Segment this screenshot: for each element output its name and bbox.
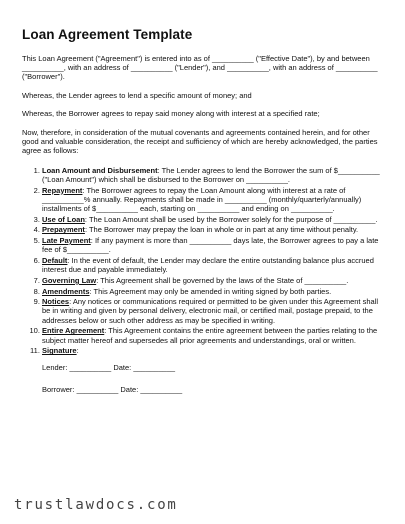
clause-text: : Any notices or communications required or permitted to be given under this Agreement shall be in writing and given by personal delivery, electronic mail, or certified mail, postage prepaid, to the addresses below or such other address as may be specified in writing. [42, 297, 379, 325]
borrower-signature-line: Borrower: __________ Date: __________ [42, 384, 183, 394]
clause-item [42, 287, 383, 296]
clause-item [42, 186, 383, 214]
document-title: Loan Agreement Template [22, 27, 193, 42]
clause-text: : The Borrower may prepay the loan in whole or in part at any time without penalty. [84, 225, 359, 235]
clause-heading: Late Payment [42, 236, 91, 246]
clause-heading: Default [42, 255, 68, 265]
whereas-borrower-paragraph: Whereas, the Borrower agrees to repay said money along with interest at a specified rate; [22, 108, 320, 118]
site-watermark: trustlawdocs.com [14, 497, 178, 513]
clause-item [42, 215, 383, 224]
clause-text: : In the event of default, the Lender may declare the entire outstanding balance plus accrued interest due and payable immediately. [42, 255, 374, 275]
signature-block [42, 363, 383, 393]
clause-item [42, 225, 383, 234]
clause-text: : [76, 346, 79, 356]
clause-heading: Use of Loan [42, 214, 85, 224]
clause-heading: Prepayment [42, 225, 85, 235]
clause-text: : The Borrower agrees to repay the Loan Amount along with interest at a rate of __________% annually. Repayments shall be made in __________ (monthly/quarterly/annually) installments of $__________ each, starting on __________ and ending on __________. [42, 185, 362, 213]
clause-text: : If any payment is more than __________ days late, the Borrower agrees to pay a late fee of $__________. [42, 236, 379, 255]
clause-text: : The Loan Amount shall be used by the Borrower solely for the purpose of __________. [84, 214, 378, 224]
clause-item [42, 276, 383, 285]
clause-list [22, 166, 383, 356]
clause-heading: Signature [42, 346, 77, 356]
clause-heading: Repayment [42, 185, 83, 195]
clause-item [42, 346, 383, 355]
whereas-lender-paragraph: Whereas, the Lender agrees to lend a specific amount of money; and [22, 90, 252, 100]
clause-text: : The Lender agrees to lend the Borrower the sum of $__________ ("Loan Amount") which shall be disbursed to the Borrower on __________. [42, 165, 380, 184]
lender-signature-line: Lender: __________ Date: __________ [42, 363, 176, 373]
clause-heading: Governing Law [42, 275, 97, 285]
clause-item [42, 326, 383, 344]
now-therefore-paragraph: Now, therefore, in consideration of the mutual covenants and agreements contained herein, and for other good and valuable consideration, the receipt and sufficiency of which are hereby acknowledged, the parties agree as follows: [22, 128, 378, 156]
clause-text: : This Agreement contains the entire agreement between the parties relating to the subject matter hereof and supersedes all prior agreements and understandings, oral or written. [42, 326, 378, 345]
clause-item [42, 297, 383, 325]
clause-item [42, 166, 383, 184]
clause-heading: Loan Amount and Disbursement [42, 165, 158, 175]
intro-paragraph: This Loan Agreement ("Agreement") is entered into as of __________ ("Effective Date"), by and between __________, with an address of __________ ("Lender"), and __________, with an address of __________ ("Borrower"). [22, 54, 378, 82]
clause-heading: Amendments [42, 286, 90, 296]
clause-text: : This Agreement shall be governed by the laws of the State of __________. [96, 275, 349, 285]
clause-heading: Entire Agreement [42, 326, 105, 336]
clause-item [42, 256, 383, 274]
clause-heading: Notices [42, 297, 70, 307]
clause-text: : This Agreement may only be amended in writing signed by both parties. [89, 286, 332, 296]
clause-item [42, 236, 383, 254]
